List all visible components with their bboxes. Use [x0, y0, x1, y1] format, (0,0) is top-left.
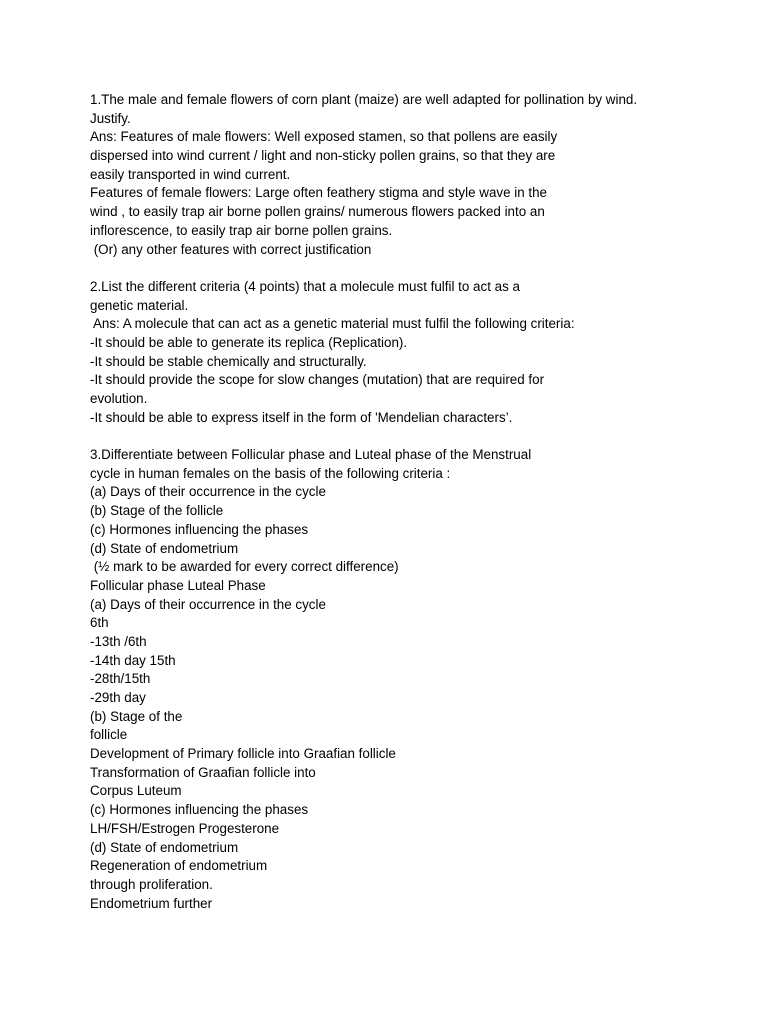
text-line: Endometrium further: [90, 895, 213, 911]
text-line: Regeneration of endometrium: [90, 858, 268, 874]
text-line: 2.List the different criteria (4 points) that a molecule must fulfil to act as a: [90, 278, 520, 294]
text-line: Follicular phase Luteal Phase: [90, 577, 266, 593]
text-line: (a) Days of their occurrence in the cycle: [90, 484, 326, 500]
question-3: [90, 446, 750, 913]
text-line: dispersed into wind current / light and non-sticky pollen grains, so that they are: [90, 148, 556, 164]
text-line: -14th day 15th: [90, 652, 176, 668]
text-line: (b) Stage of the: [90, 708, 183, 724]
text-line: (c) Hormones influencing the phases: [90, 802, 309, 818]
text-line: Justify.: [90, 110, 131, 126]
text-line: (½ mark to be awarded for every correct difference): [90, 559, 399, 575]
question-2: [90, 278, 750, 428]
paragraph-gap: [90, 259, 750, 278]
text-line: -It should provide the scope for slow changes (mutation) that are required for: [90, 372, 545, 388]
text-line: LH/FSH/Estrogen Progesterone: [90, 820, 280, 836]
text-line: Transformation of Graafian follicle into: [90, 764, 316, 780]
text-line: genetic material.: [90, 297, 189, 313]
text-line: -13th /6th: [90, 633, 147, 649]
text-line: Features of female flowers: Large often feathery stigma and style wave in the: [90, 185, 548, 201]
text-line: (c) Hormones influencing the phases: [90, 521, 309, 537]
text-line: easily transported in wind current.: [90, 166, 291, 182]
text-line: Ans: A molecule that can act as a genetic material must fulfil the following criteria:: [90, 316, 575, 332]
text-line: -It should be able to express itself in the form of 'Mendelian characters’.: [90, 409, 513, 425]
paragraph-gap: [90, 427, 750, 446]
text-line: Ans: Features of male flowers: Well exposed stamen, so that pollens are easily: [90, 129, 558, 145]
text-line: -29th day: [90, 690, 146, 705]
text-line: inflorescence, to easily trap air borne pollen grains.: [90, 222, 393, 238]
text-line: cycle in human females on the basis of the following criteria :: [90, 465, 451, 481]
text-line: wind , to easily trap air borne pollen grains/ numerous flowers packed into an: [90, 204, 545, 220]
text-line: -It should be stable chemically and structurally.: [90, 353, 367, 369]
text-line: evolution.: [90, 391, 148, 406]
text-line: 6th: [90, 615, 109, 631]
text-line: through proliferation.: [90, 876, 213, 892]
text-line: (b) Stage of the follicle: [90, 503, 224, 519]
text-line: 3.Differentiate between Follicular phase and Luteal phase of the Menstrual: [90, 447, 532, 463]
text-line: (a) Days of their occurrence in the cycle: [90, 596, 326, 612]
text-line: (d) State of endometrium: [90, 839, 239, 855]
question-1: [90, 91, 750, 259]
text-line: -28th/15th: [90, 671, 151, 687]
text-line: (d) State of endometrium: [90, 540, 239, 556]
text-line: Corpus Luteum: [90, 783, 182, 799]
text-line: Development of Primary follicle into Graafian follicle: [90, 746, 396, 762]
text-line: 1.The male and female flowers of corn plant (maize) are well adapted for pollination by wind.: [90, 92, 638, 107]
text-line: -It should be able to generate its replica (Replication).: [90, 334, 408, 350]
text-line: (Or) any other features with correct justification: [90, 241, 372, 257]
text-line: follicle: [90, 727, 128, 743]
document-page: [90, 91, 750, 913]
